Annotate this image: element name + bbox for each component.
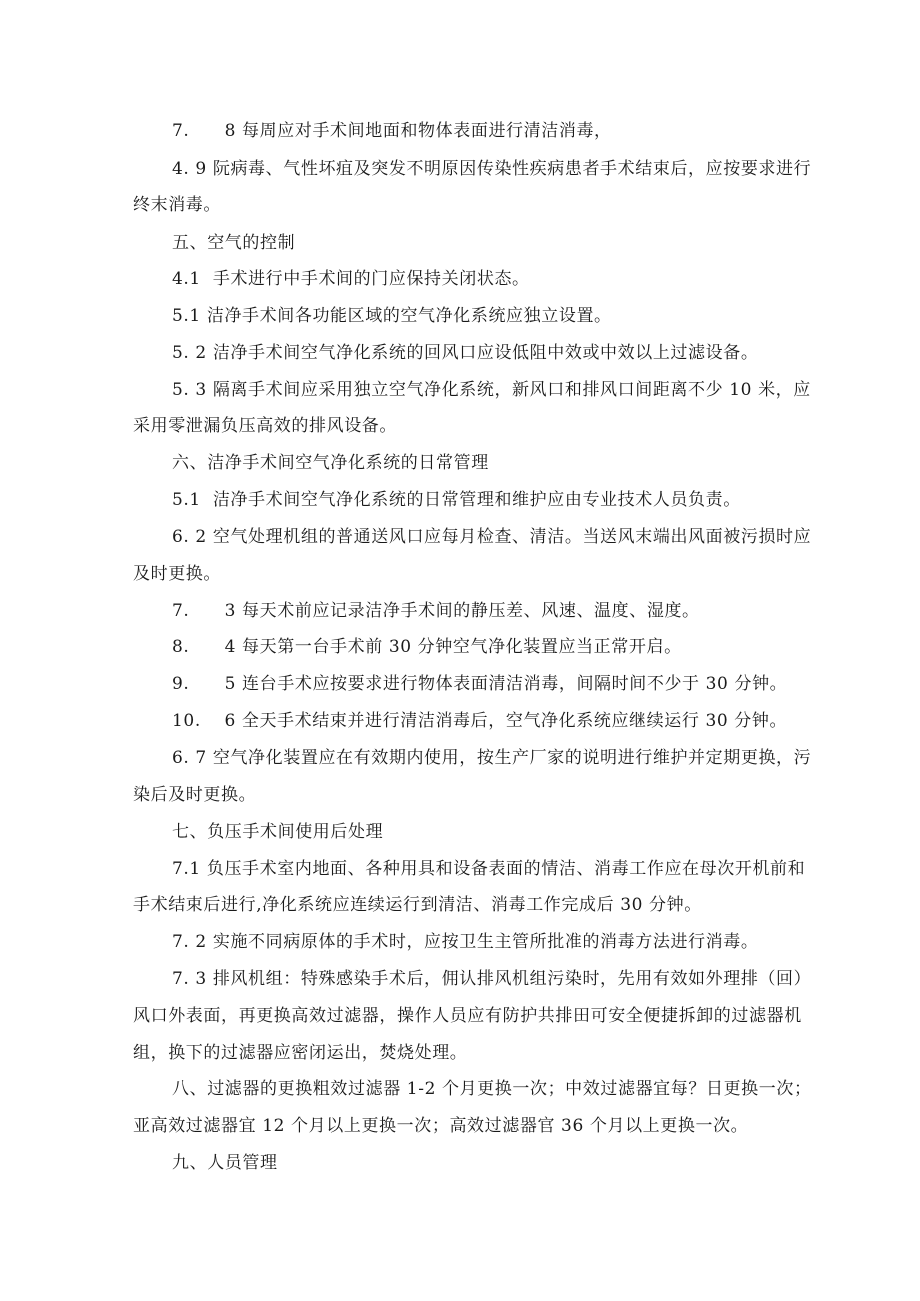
text-line: 5.1 洁净手术间空气净化系统的日常管理和维护应由专业技术人员负责。 <box>172 490 741 510</box>
text-line: 7.1 负压手术室内地面、各种用具和设备表面的情洁、消毒工作应在母次开机前和 <box>172 859 806 879</box>
text-line: 5. 2 洁净手术间空气净化系统的回风口应设低阻中效或中效以上过滤设备。 <box>172 343 759 363</box>
text-line: 9. 5 连台手术应按要求进行物体表面清洁消毒，间隔时间不少于 30 分钟。 <box>172 674 788 694</box>
text-line: 8. 4 每天第一台手术前 30 分钟空气净化装置应当正常开启。 <box>172 637 682 657</box>
text-line: 风口外表面，再更换高效过滤器，操作人员应有防护共排田可安全便捷拆卸的过滤器机 <box>133 1006 802 1026</box>
text-line: 手术结束后进行,净化系统应连续运行到清洁、消毒工作完成后 30 分钟。 <box>133 895 702 915</box>
text-line: 7. 3 排风机组：特殊感染手术后，佣认排风机组污染时，先用有效如外理排（回） <box>172 969 812 989</box>
text-line: 采用零泄漏负压高效的排风设备。 <box>133 416 397 436</box>
text-line: 6. 2 空气处理机组的普通送风口应每月检查、清洁。当送风末端出风面被污损时应 <box>172 527 812 547</box>
text-line: 4. 9 阮病毒、气性坏疽及突发不明原因传染性疾病患者手术结束后，应按要求进行 <box>172 159 812 179</box>
text-line: 5. 3 隔离手术间应采用独立空气净化系统，新风口和排风口间距离不少 10 米，应 <box>172 380 811 400</box>
text-line: 终末消毒。 <box>133 195 221 215</box>
text-line: 7. 8 每周应对手术间地面和物体表面进行清洁消毒， <box>172 121 612 141</box>
section-heading: 八、过滤器的更换粗效过滤器 1-2 个月更换一次；中效过滤器宜每？日更换一次； <box>172 1079 812 1099</box>
text-line: 7. 3 每天术前应记录洁净手术间的静压差、风速、温度、湿度。 <box>172 601 700 621</box>
section-heading: 六、洁净手术间空气净化系统的日常管理 <box>172 453 489 473</box>
text-line: 亚高效过滤器宜 12 个月以上更换一次；高效过滤器官 36 个月以上更换一次。 <box>133 1116 749 1136</box>
section-heading: 七、负压手术间使用后处理 <box>172 822 384 842</box>
text-line: 组，换下的过滤器应密闭运出，焚烧处理。 <box>133 1043 468 1063</box>
text-line: 7. 2 实施不同病原体的手术时，应按卫生主管所批准的消毒方法进行消毒。 <box>172 932 759 952</box>
section-heading: 五、空气的控制 <box>172 233 296 253</box>
section-heading: 九、人员管理 <box>172 1153 278 1173</box>
text-line: 5.1 洁净手术间各功能区域的空气净化系统应独立设置。 <box>172 306 612 326</box>
text-line: 染后及时更换。 <box>133 785 257 805</box>
text-line: 6. 7 空气净化装置应在有效期内使用，按生产厂家的说明进行维护并定期更换，污 <box>172 748 812 768</box>
text-line: 及时更换。 <box>133 564 221 584</box>
text-line: 4.1 手术进行中手术间的门应保持关闭状态。 <box>172 269 530 289</box>
text-line: 10. 6 全天手术结束并进行清洁消毒后，空气净化系统应继续运行 30 分钟。 <box>172 711 788 731</box>
